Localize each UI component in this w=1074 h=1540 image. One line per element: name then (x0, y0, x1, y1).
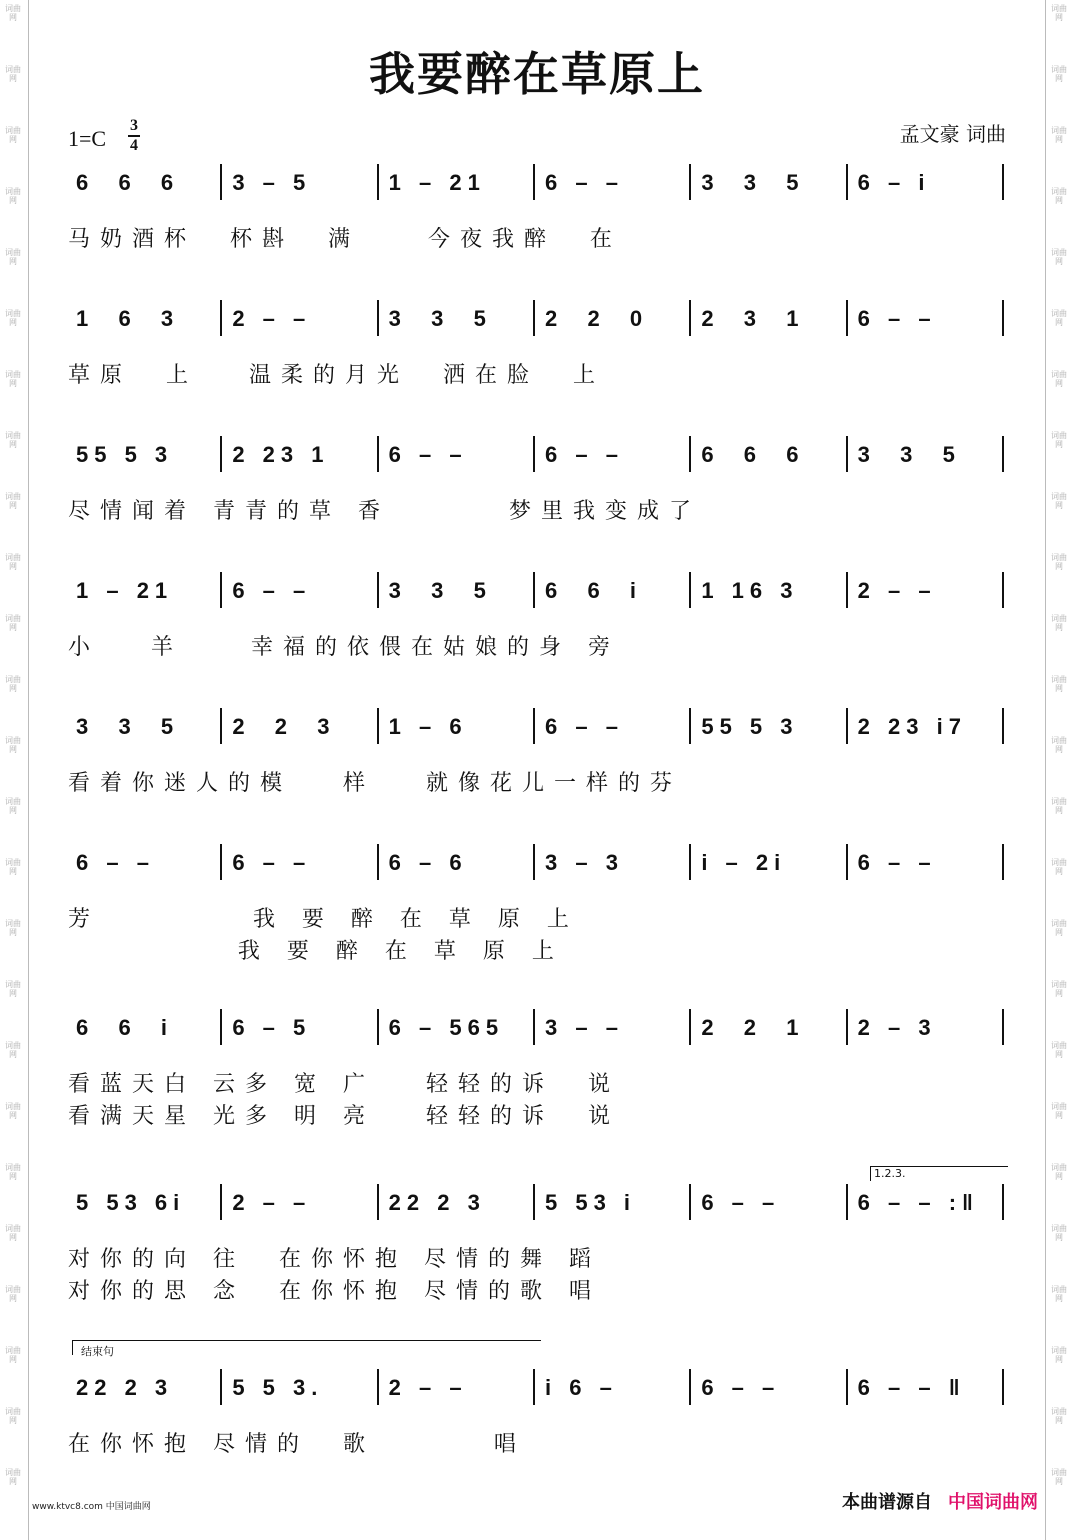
watermark-text: 词曲网 (5, 492, 21, 510)
measure-notes: i – 2i (701, 850, 787, 875)
measure-notes: 5 53 6i (76, 1190, 186, 1215)
watermark-text: 词曲网 (5, 980, 21, 998)
watermark-text: 词曲网 (1051, 1041, 1067, 1059)
lyric-row: 尽情闻着 青青的草 香 梦里我变成了 (68, 499, 701, 524)
watermark-text: 词曲网 (1051, 65, 1067, 83)
measure-notes: 3 3 5 (388, 578, 492, 603)
measure-notes: 55 5 3 (701, 714, 799, 739)
measure-notes: 2 3 1 (701, 306, 805, 331)
bar-line (220, 1009, 222, 1045)
measure-notes: 6 – 565 (388, 1015, 505, 1040)
measure-notes: 6 – – (545, 442, 624, 467)
lyric-row: 对你的向 往 在你怀抱 尽情的舞 蹈 (68, 1247, 601, 1272)
bar-line (1002, 436, 1004, 472)
lyric-row: 马奶酒杯 杯斟 满 今夜我醉 在 (68, 227, 622, 252)
bar-line (377, 572, 379, 608)
bar-line (377, 1184, 379, 1220)
notation-row (68, 1005, 1006, 1055)
watermark-text: 词曲网 (5, 1407, 21, 1425)
bar-line (220, 844, 222, 880)
lyric-row-second-verse: 对你的思 念 在你怀抱 尽情的歌 唱 (68, 1279, 601, 1304)
bar-line (220, 1369, 222, 1405)
watermark-text: 词曲网 (1051, 553, 1067, 571)
watermark-text: 词曲网 (5, 1224, 21, 1242)
notation-row (68, 432, 1006, 482)
watermark-text: 词曲网 (5, 1102, 21, 1120)
measure-notes: 6 – i (857, 170, 931, 195)
watermark-text: 词曲网 (5, 248, 21, 266)
measure-notes: 3 3 5 (701, 170, 805, 195)
watermark-text: 词曲网 (5, 1163, 21, 1181)
measure-notes: 2 – 3 (857, 1015, 937, 1040)
bar-line (1002, 300, 1004, 336)
measure-notes: 6 – – (545, 714, 624, 739)
time-signature-bottom: 4 (130, 137, 138, 154)
bar-line (377, 1009, 379, 1045)
measure-notes: 2 – – (388, 1375, 468, 1400)
watermark-text: 词曲网 (1051, 126, 1067, 144)
watermark-text: 词曲网 (5, 858, 21, 876)
watermark-text: 词曲网 (5, 553, 21, 571)
lyric-row: 小 羊 幸福的依偎在姑娘的身 旁 (68, 635, 620, 660)
notation-row (68, 1365, 1006, 1415)
measure-notes: 5 5 3. (232, 1375, 324, 1400)
bar-line (533, 844, 535, 880)
watermark-text: 词曲网 (1051, 370, 1067, 388)
measure-notes: 2 23 1 (232, 442, 330, 467)
bar-line (689, 1184, 691, 1220)
credit-text: 孟文豪 词曲 (899, 122, 1006, 146)
bar-line (1002, 1369, 1004, 1405)
watermark-text: 词曲网 (1051, 1224, 1067, 1242)
bar-line (533, 436, 535, 472)
bar-line (220, 572, 222, 608)
bar-line (1002, 164, 1004, 200)
right-watermark-strip (1045, 0, 1074, 1540)
measure-notes: 6 – 6 (388, 850, 468, 875)
bar-line (846, 844, 848, 880)
watermark-text: 词曲网 (5, 797, 21, 815)
bar-line (689, 708, 691, 744)
watermark-text: 词曲网 (1051, 797, 1067, 815)
bar-line (846, 572, 848, 608)
watermark-text: 词曲网 (1051, 858, 1067, 876)
bar-line (689, 164, 691, 200)
measure-notes: 1 – 6 (388, 714, 468, 739)
measure-notes: 2 2 3 (232, 714, 336, 739)
watermark-text: 词曲网 (1051, 919, 1067, 937)
measure-notes: 6 – – (545, 170, 624, 195)
bar-line (1002, 572, 1004, 608)
score-line (68, 568, 1006, 678)
bar-line (1002, 1009, 1004, 1045)
watermark-text: 词曲网 (1051, 309, 1067, 327)
watermark-text: 词曲网 (5, 1468, 21, 1486)
ending-bracket: 结束句 (72, 1340, 541, 1355)
watermark-text: 词曲网 (1051, 675, 1067, 693)
score-line (68, 1365, 1006, 1475)
watermark-text: 词曲网 (1051, 614, 1067, 632)
measure-notes: 3 3 5 (76, 714, 180, 739)
watermark-text: 词曲网 (5, 1285, 21, 1303)
bar-line (533, 164, 535, 200)
measure-notes: 6 – – :‖ (857, 1190, 979, 1215)
measure-notes: 6 – – (232, 578, 312, 603)
measure-notes: 1 – 21 (388, 170, 486, 195)
score-line (68, 1180, 1006, 1304)
bar-line (377, 844, 379, 880)
notation-row (68, 296, 1006, 346)
watermark-text: 词曲网 (5, 187, 21, 205)
watermark-text: 词曲网 (1051, 431, 1067, 449)
watermark-text: 词曲网 (5, 614, 21, 632)
measure-notes: 3 3 5 (857, 442, 961, 467)
watermark-text: 词曲网 (1051, 1468, 1067, 1486)
bar-line (377, 300, 379, 336)
footer-source (842, 1488, 1038, 1514)
watermark-text: 词曲网 (5, 4, 21, 22)
measure-notes: 2 2 1 (701, 1015, 805, 1040)
measure-notes: 6 – – (388, 442, 468, 467)
measure-notes: 6 – – (701, 1375, 781, 1400)
watermark-text: 词曲网 (1051, 736, 1067, 754)
watermark-text: 词曲网 (1051, 4, 1067, 22)
bar-line (846, 708, 848, 744)
key-signature: 1=C (68, 126, 107, 151)
lyric-row: 芳 我 要 醉 在 草 原 上 (68, 907, 579, 932)
watermark-text: 词曲网 (1051, 1346, 1067, 1364)
watermark-text: 词曲网 (5, 65, 21, 83)
bar-line (377, 436, 379, 472)
watermark-text: 词曲网 (1051, 492, 1067, 510)
bar-line (1002, 708, 1004, 744)
measure-notes: 3 – 3 (545, 850, 624, 875)
notation-row (68, 160, 1006, 210)
measure-notes: 2 – – (232, 1190, 312, 1215)
bar-line (220, 300, 222, 336)
time-signature-top: 3 (130, 117, 138, 134)
measure-notes: 6 6 6 (76, 170, 180, 195)
lyric-row: 草原 上 温柔的月光 洒在脸 上 (68, 363, 605, 388)
measure-notes: 3 3 5 (388, 306, 492, 331)
measure-notes: 6 6 6 (701, 442, 805, 467)
measure-notes: 1 6 3 (76, 306, 180, 331)
measure-notes: 6 – 5 (232, 1015, 312, 1040)
bar-line (846, 1369, 848, 1405)
bar-line (689, 1369, 691, 1405)
left-watermark-strip (0, 0, 29, 1540)
watermark-text: 词曲网 (5, 431, 21, 449)
lyric-row: 看蓝天白 云多 宽 广 轻轻的诉 说 (68, 1072, 620, 1097)
bar-line (689, 300, 691, 336)
bar-line (846, 1184, 848, 1220)
watermark-text: 词曲网 (5, 370, 21, 388)
bar-line (533, 300, 535, 336)
bar-line (220, 708, 222, 744)
measure-notes: 6 6 i (545, 578, 643, 603)
measure-notes: 6 – – (701, 1190, 781, 1215)
bar-line (377, 1369, 379, 1405)
bar-line (689, 1009, 691, 1045)
footer-source-label: 本曲谱源自 (842, 1492, 932, 1513)
watermark-text: 词曲网 (5, 919, 21, 937)
bar-line (846, 1009, 848, 1045)
bar-line (689, 572, 691, 608)
measure-notes: 55 5 3 (76, 442, 174, 467)
bar-line (533, 708, 535, 744)
measure-notes: 1 – 21 (76, 578, 174, 603)
measure-notes: 22 2 3 (388, 1190, 486, 1215)
notation-row (68, 704, 1006, 754)
watermark-text: 词曲网 (1051, 1285, 1067, 1303)
footer-url: www.ktvc8.com 中国词曲网 (32, 1502, 151, 1512)
bar-line (533, 1369, 535, 1405)
notation-row (68, 568, 1006, 618)
measure-notes: 6 – – (76, 850, 155, 875)
score-line (68, 160, 1006, 270)
watermark-text: 词曲网 (1051, 248, 1067, 266)
bar-line (220, 1184, 222, 1220)
watermark-text: 词曲网 (5, 675, 21, 693)
bar-line (689, 844, 691, 880)
bar-line (846, 300, 848, 336)
notation-row (68, 840, 1006, 890)
watermark-text: 词曲网 (1051, 1163, 1067, 1181)
measure-notes: 2 23 i7 (857, 714, 967, 739)
bar-line (220, 164, 222, 200)
watermark-text: 词曲网 (5, 736, 21, 754)
bar-line (846, 436, 848, 472)
song-title: 我要醉在草原上 (369, 47, 705, 101)
bar-line (533, 572, 535, 608)
lyric-row-second-verse: 我 要 醉 在 草 原 上 (68, 939, 564, 964)
measure-notes: i 6 – (545, 1375, 618, 1400)
bar-line (533, 1009, 535, 1045)
measure-notes: 3 – – (545, 1015, 624, 1040)
lyric-row: 看着你迷人的模 样 就像花儿一样的芬 (68, 771, 682, 796)
measure-notes: 1 16 3 (701, 578, 799, 603)
watermark-text: 词曲网 (1051, 187, 1067, 205)
footer-site-name: 中国词曲网 (948, 1492, 1038, 1513)
watermark-text: 词曲网 (5, 126, 21, 144)
lyric-row: 在你怀抱 尽情的 歌 唱 (68, 1432, 526, 1457)
watermark-text: 词曲网 (5, 1346, 21, 1364)
measure-notes: 22 2 3 (76, 1375, 174, 1400)
measure-notes: 2 – – (232, 306, 312, 331)
measure-notes: 2 – – (857, 578, 937, 603)
watermark-text: 词曲网 (1051, 1102, 1067, 1120)
measure-notes: 6 – – (232, 850, 312, 875)
measure-notes: 5 53 i (545, 1190, 637, 1215)
watermark-text: 词曲网 (1051, 1407, 1067, 1425)
lyric-row-second-verse: 看满天星 光多 明 亮 轻轻的诉 说 (68, 1104, 620, 1129)
measure-notes: 6 – – (857, 306, 937, 331)
notation-row (68, 1180, 1006, 1230)
score-line (68, 432, 1006, 542)
measure-notes: 6 – – ‖ (857, 1375, 966, 1400)
watermark-text: 词曲网 (5, 309, 21, 327)
bar-line (377, 164, 379, 200)
score-line (68, 1005, 1006, 1129)
measure-notes: 3 – 5 (232, 170, 312, 195)
score-line (68, 296, 1006, 406)
watermark-text: 词曲网 (1051, 980, 1067, 998)
bar-line (377, 708, 379, 744)
bar-line (1002, 844, 1004, 880)
time-signature (128, 118, 140, 154)
measure-notes: 6 – – (857, 850, 937, 875)
bar-line (220, 436, 222, 472)
bar-line (1002, 1184, 1004, 1220)
watermark-text: 词曲网 (5, 1041, 21, 1059)
measure-notes: 2 2 0 (545, 306, 649, 331)
bar-line (689, 436, 691, 472)
measure-notes: 6 6 i (76, 1015, 174, 1040)
bar-line (533, 1184, 535, 1220)
bar-line (846, 164, 848, 200)
score-line (68, 840, 1006, 964)
repeat-bracket: 1.2.3. (870, 1166, 1008, 1181)
score-line (68, 704, 1006, 814)
